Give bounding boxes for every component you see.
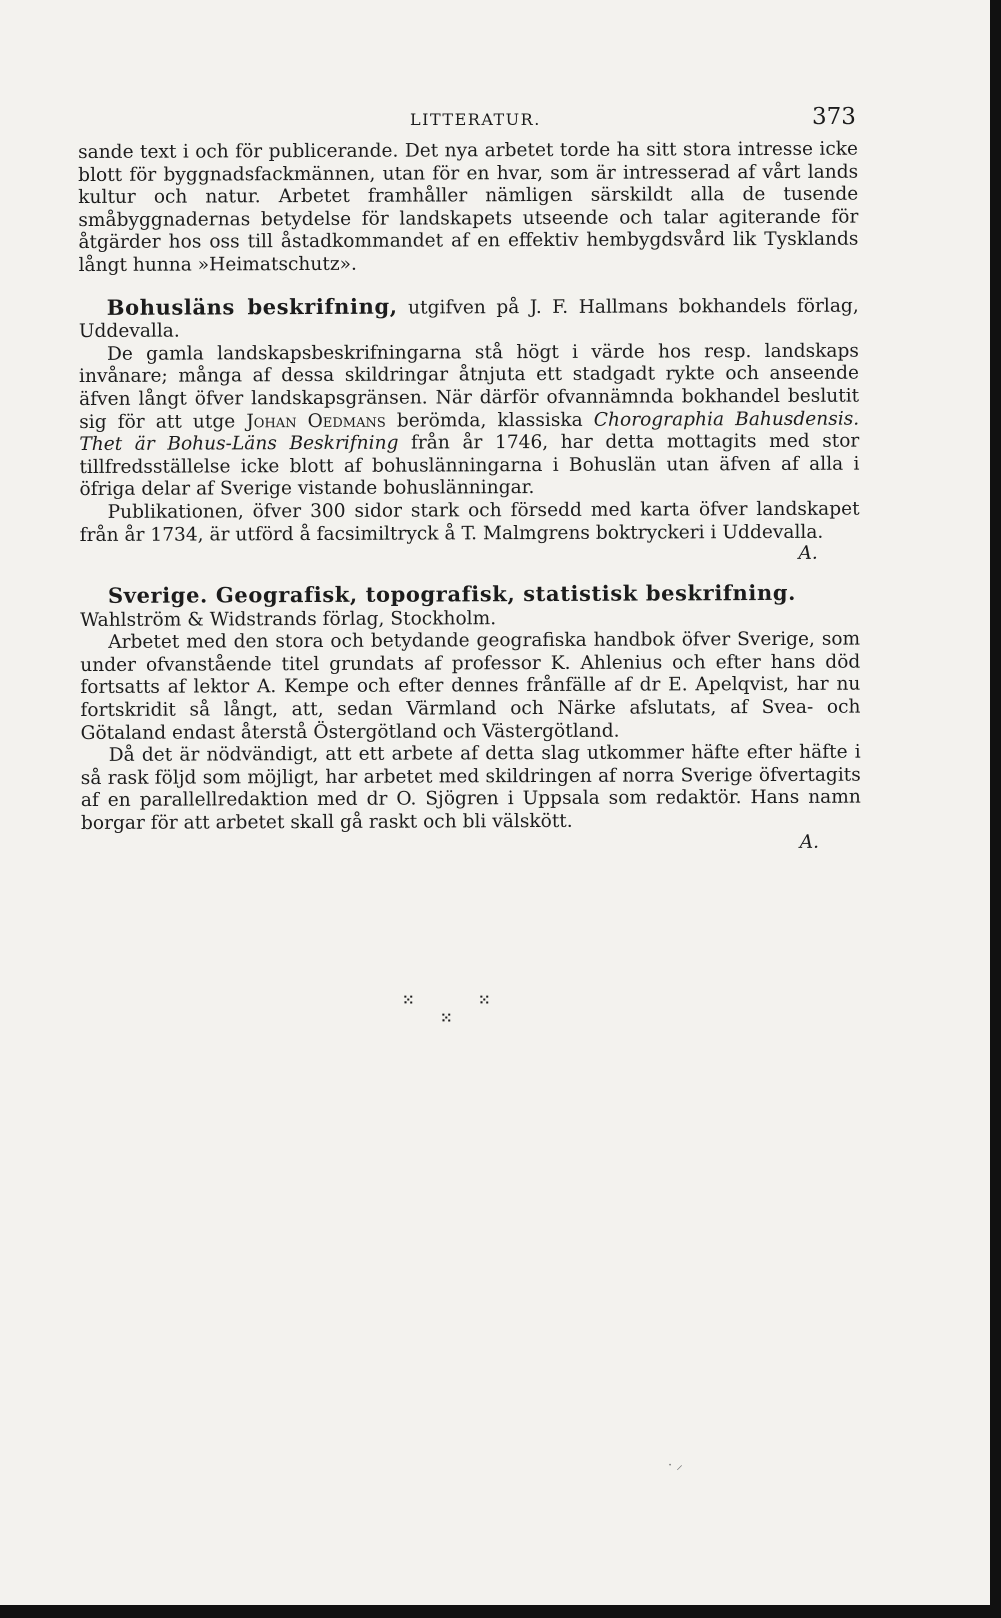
review-signature: A.	[798, 542, 818, 564]
page-header	[0, 106, 990, 136]
review-publisher: utgifven på J. F. Hallmans bokhandels förlag, Uddevalla.	[78, 295, 859, 343]
review-bohuslans-beskrifning	[79, 293, 860, 567]
review-signature: A.	[799, 831, 820, 853]
review-paragraph: Publikationen, öfver 300 sidor stark och försedd med karta öfver landskapet från år 1734, är utförd å facsimiltryck å T. Malmgrens boktryckeri i Uddevalla.	[79, 498, 860, 546]
review-title: Bohusläns beskrifning,	[106, 293, 398, 320]
ornament-mark: ⁙	[440, 1009, 453, 1027]
ornament-mark: ⁙	[402, 991, 415, 1009]
review-sverige	[80, 579, 861, 856]
body-text	[78, 139, 861, 856]
intro-paragraph: sande text i och för publicerande. Det nya arbetet torde ha sitt stora intresse icke blott för byggnadsfackmännen, utan för en hvar, som är intresserad af vårt lands kultur och natur. Arbetet framhåller nämligen särskildt alla de tusende småbyggnadernas betydelse för landskapets utseende och talar agiterande för åtgärder hos oss till åstadkommandet af en effektiv hembygdsvård lik Tysklands långt hunna »Heimatschutz».	[78, 138, 859, 276]
review-title: Sverige. Geografisk, topografisk, statistisk beskrifning.	[107, 579, 797, 608]
ornament-mark: ⁙	[478, 991, 491, 1009]
review-paragraph: Arbetet med den stora och betydande geografiska handbok öfver Sverige, som under ofvanstående titel grundats af professor K. Ahlenius och efter hans död fortsatts af lektor A. Kempe och efter dennes frånfälle af dr E. Apelqvist, har nu fortskridit så långt, att, sedan Värmland och Närke afslutats, af Svea- och Götaland endast återstå Östergötland och Västergötland.	[80, 628, 861, 744]
review-paragraph: Då det är nödvändigt, att ett arbete af detta slag utkommer häfte efter häfte i så rask följd som möjligt, har arbetet med skildringen af norra Sverige öfvertagits af en parallellredaktion med dr O. Sjögren i Uppsala som redaktör. Hans namn borgar för att arbetet skall gå raskt och bli välskött.	[80, 741, 861, 835]
review-publisher: Wahlström & Widstrands förlag, Stockholm.	[80, 607, 497, 631]
running-title: LITTERATUR.	[410, 110, 541, 129]
section-ornament	[402, 993, 512, 1043]
stray-mark: · ⸝	[668, 1458, 683, 1473]
review-heading	[80, 579, 860, 610]
review-heading	[79, 293, 859, 344]
work-title: Chorographia Bahusdensis. Thet är Bohus-Läns Beskrifning	[79, 408, 860, 456]
review-paragraph: De gamla landskapsbeskrifningarna stå högt i värde hos resp. landskaps invånare; många af dessa skildringar åtnjuta ett stadgadt rykte och anseende äfven långt öfver landskapsgränsen. När därför ofvannämnda bokhandel beslutit sig för att utge Johan Oedmans berömda, klassiska Chorographia Bahusdensis. Thet är Bohus-Läns Beskrifning från år 1746, har detta mottagits med stor tillfredsställelse icke blott af bohuslänningarna i Bohuslän utan äfven af alla i öfriga delar af Sverige vistande bohuslänningar.	[78, 340, 860, 501]
page-number: 373	[812, 104, 856, 130]
author-name: Johan Oedmans	[246, 410, 386, 432]
